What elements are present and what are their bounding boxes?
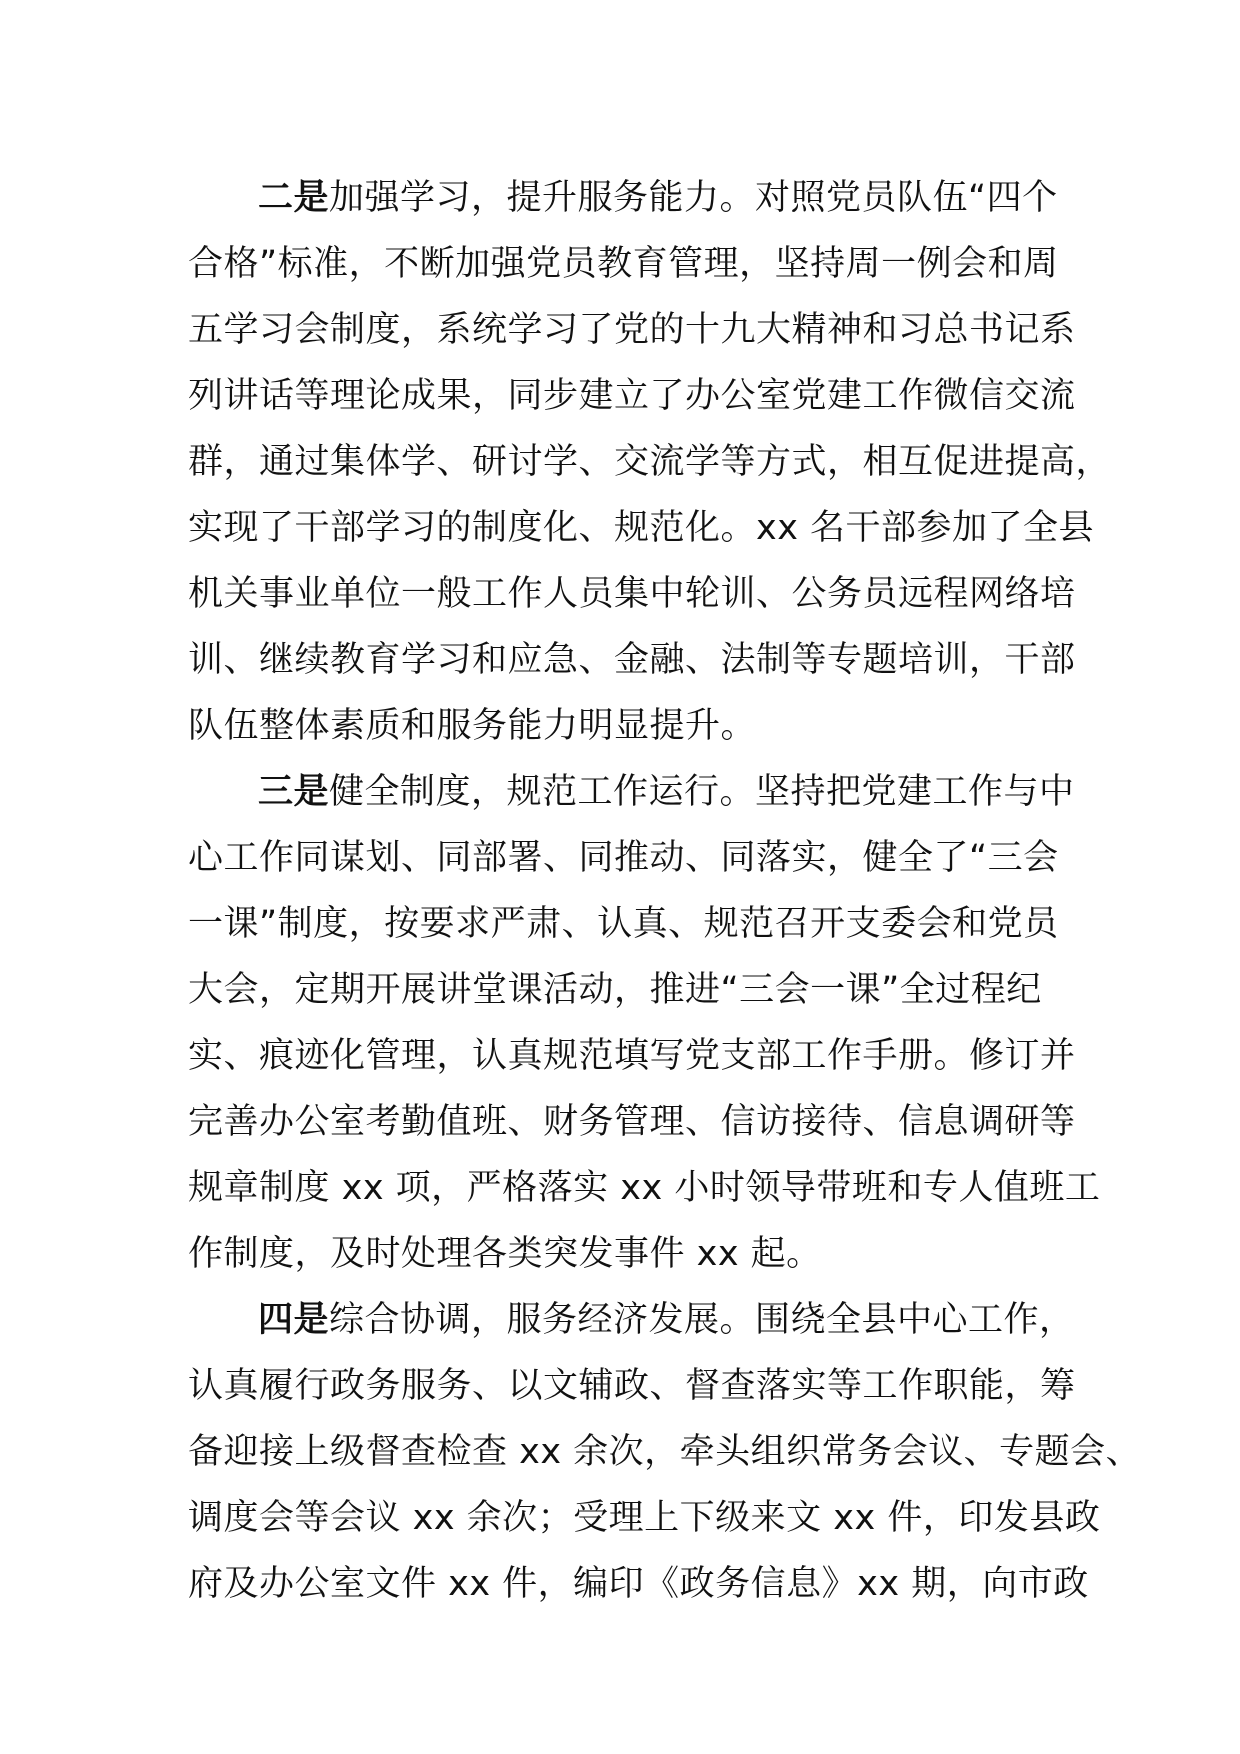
paragraph-3-line-3: 备迎接上级督查检查 xx 余次，牵头组织常务会议、专题会、 bbox=[188, 1432, 1142, 1472]
paragraph-1-line-1-text: 加强学习，提升服务能力。对照党员队伍“四个 bbox=[329, 178, 1058, 218]
paragraph-3-line-2: 认真履行政务服务、以文辅政、督查落实等工作职能，筹 bbox=[188, 1366, 1076, 1406]
document-body bbox=[188, 165, 1142, 1617]
paragraph-1-line-5: 群，通过集体学、研讨学、交流学等方式，相互促进提高， bbox=[188, 442, 1112, 482]
paragraph-2-line-4: 大会，定期开展讲堂课活动，推进“三会一课”全过程纪 bbox=[188, 970, 1042, 1010]
paragraph-1-line-9: 队伍整体素质和服务能力明显提升。 bbox=[188, 706, 757, 746]
paragraph-3-line-1-text: 综合协调，服务经济发展。围绕全县中心工作， bbox=[329, 1300, 1075, 1340]
paragraph-1-line-7: 机关事业单位一般工作人员集中轮训、公务员远程网络培 bbox=[188, 574, 1076, 614]
paragraph-2-lead: 三是 bbox=[258, 772, 330, 812]
paragraph-2-line-6: 完善办公室考勤值班、财务管理、信访接待、信息调研等 bbox=[188, 1102, 1076, 1142]
paragraph-3-lead: 四是 bbox=[258, 1300, 330, 1340]
paragraph-3-line-4: 调度会等会议 xx 余次；受理上下级来文 xx 件，印发县政 bbox=[188, 1498, 1101, 1538]
paragraph-1-line-1 bbox=[188, 165, 1068, 231]
paragraph-3-line-1 bbox=[188, 1287, 1075, 1353]
paragraph-2-line-1-text: 健全制度，规范工作运行。坚持把党建工作与中 bbox=[329, 772, 1075, 812]
paragraph-2-line-5: 实、痕迹化管理，认真规范填写党支部工作手册。修订并 bbox=[188, 1036, 1076, 1076]
paragraph-2-line-8: 作制度，及时处理各类突发事件 xx 起。 bbox=[188, 1234, 822, 1274]
paragraph-1-line-4: 列讲话等理论成果，同步建立了办公室党建工作微信交流 bbox=[188, 376, 1076, 416]
paragraph-2-line-3: 一课”制度，按要求严肃、认真、规范召开支委会和党员 bbox=[188, 904, 1059, 944]
paragraph-1-line-8: 训、继续教育学习和应急、金融、法制等专题培训，干部 bbox=[188, 640, 1076, 680]
paragraph-2-line-1 bbox=[188, 759, 1075, 825]
paragraph-2-line-7: 规章制度 xx 项，严格落实 xx 小时领导带班和专人值班工 bbox=[188, 1168, 1101, 1208]
paragraph-1-line-6: 实现了干部学习的制度化、规范化。xx 名干部参加了全县 bbox=[188, 508, 1095, 548]
paragraph-2-line-2: 心工作同谋划、同部署、同推动、同落实，健全了“三会 bbox=[188, 838, 1059, 878]
paragraph-1-line-2: 合格”标准，不断加强党员教育管理，坚持周一例会和周 bbox=[188, 244, 1059, 284]
paragraph-1-line-3: 五学习会制度，系统学习了党的十九大精神和习总书记系 bbox=[188, 310, 1076, 350]
paragraph-3-line-5: 府及办公室文件 xx 件，编印《政务信息》xx 期，向市政 bbox=[188, 1564, 1089, 1604]
paragraph-1-lead: 二是 bbox=[258, 178, 330, 218]
